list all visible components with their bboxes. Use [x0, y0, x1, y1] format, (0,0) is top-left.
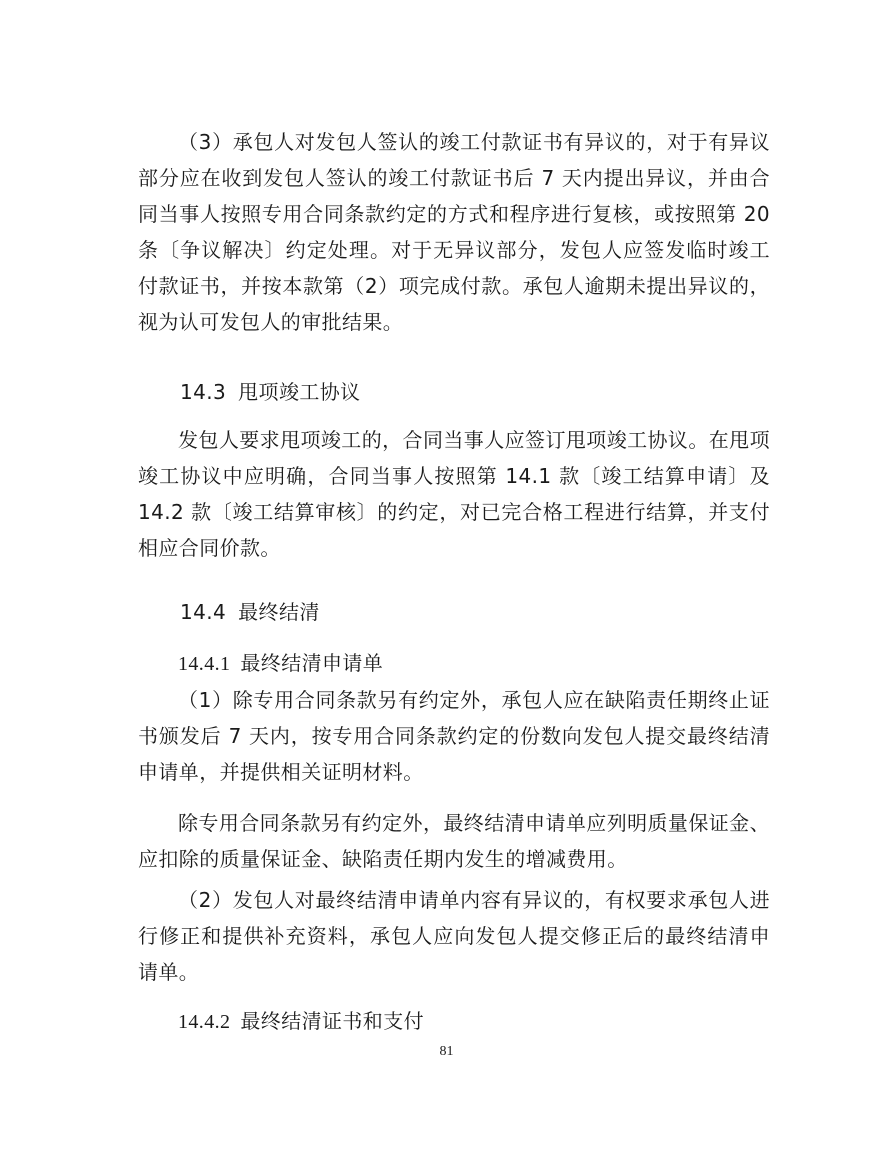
section-title: 最终结清申请单	[240, 651, 384, 675]
section-heading-14-4-2	[178, 1003, 424, 1040]
section-number: 14.4.1	[178, 653, 231, 675]
section-number: 14.3	[180, 380, 227, 404]
paragraph-partial-completion-agreement: 发包人要求甩项竣工的，合同当事人应签订甩项竣工协议。在甩项竣工协议中应明确，合同当事人按照第 14.1 款〔竣工结算申请〕及 14.2 款〔竣工结算审核〕的约定，对已完合格工程进行结算，并支付相应合同价款。	[138, 428, 770, 560]
section-heading-14-3	[180, 374, 361, 410]
page-number: 81	[439, 1044, 454, 1059]
section-heading-14-4-1	[178, 645, 383, 682]
paragraph-settlement-objection: （2）发包人对最终结清申请单内容有异议的，有权要求承包人进行修正和提供补充资料，承包人应向发包人提交修正后的最终结清申请单。	[138, 888, 770, 984]
section-number: 14.4	[180, 600, 227, 624]
paragraph-settlement-application-contents: 除专用合同条款另有约定外，最终结清申请单应列明质量保证金、应扣除的质量保证金、缺陷责任期内发生的增减费用。	[138, 811, 770, 871]
section-title: 甩项竣工协议	[238, 380, 361, 404]
paragraph-final-settlement-application: （1）除专用合同条款另有约定外，承包人应在缺陷责任期终止证书颁发后 7 天内，按专用合同条款约定的份数向发包人提交最终结清申请单，并提供相关证明材料。	[138, 688, 770, 784]
section-heading-14-4	[180, 594, 320, 630]
section-title: 最终结清证书和支付	[240, 1009, 425, 1033]
paragraph-objection-to-payment-certificate: （3）承包人对发包人签认的竣工付款证书有异议的，对于有异议部分应在收到发包人签认的竣工付款证书后 7 天内提出异议，并由合同当事人按照专用合同条款约定的方式和程序进行复核，或按照第 20 条〔争议解决〕约定处理。对于无异议部分，发包人应签发临时竣工付款证书，并按本款第（2）项完成付款。承包人逾期未提出异议的，视为认可发包人的审批结果。	[138, 130, 770, 334]
section-title: 最终结清	[238, 600, 320, 624]
section-number: 14.4.2	[178, 1011, 231, 1033]
